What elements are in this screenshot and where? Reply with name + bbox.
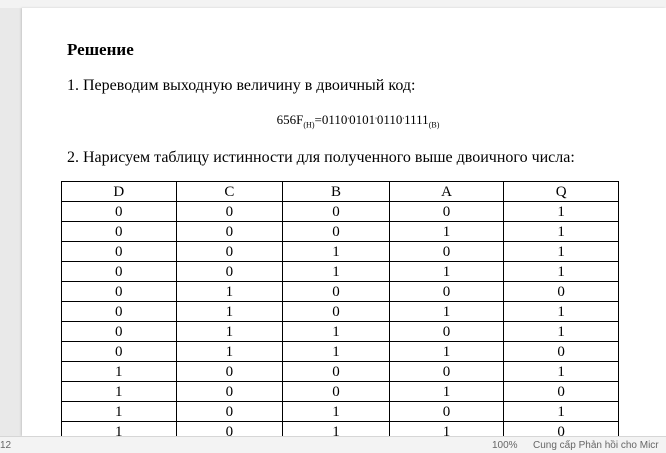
table-cell: 0 <box>176 202 283 222</box>
table-cell: 1 <box>504 302 619 322</box>
table-cell: 0 <box>389 242 504 262</box>
separator-mark: , <box>375 112 377 121</box>
separator-mark: , <box>402 112 405 121</box>
table-row <box>62 262 619 282</box>
feedback-link[interactable]: Cung cấp Phản hồi cho Micr <box>533 440 659 451</box>
column-header-c: C <box>176 182 283 202</box>
table-cell: 0 <box>62 222 177 242</box>
table-cell: 1 <box>504 322 619 342</box>
table-cell: 1 <box>176 302 283 322</box>
table-cell: 0 <box>176 242 283 262</box>
table-cell: 0 <box>283 202 390 222</box>
table-cell: 1 <box>283 342 390 362</box>
zoom-level[interactable]: 100% <box>492 440 518 451</box>
table-cell: 1 <box>176 282 283 302</box>
separator-mark: , <box>347 112 350 121</box>
binary-group-1: =0110 <box>314 112 348 127</box>
table-cell: 1 <box>283 402 390 422</box>
table-row <box>62 322 619 342</box>
table-cell: 0 <box>389 322 504 342</box>
table-header-row <box>62 182 619 202</box>
table-cell: 1 <box>62 402 177 422</box>
table-cell: 0 <box>176 222 283 242</box>
table-cell: 0 <box>504 382 619 402</box>
step-two-text: 2. Нарисуем таблицу истинности для полученного выше двоичного числа: <box>67 149 575 166</box>
table-cell: 0 <box>504 282 619 302</box>
table-row <box>62 402 619 422</box>
table-cell: 0 <box>176 422 283 437</box>
table-cell: 1 <box>283 262 390 282</box>
table-cell: 1 <box>389 342 504 362</box>
binary-group-3: 0110 <box>376 112 403 127</box>
table-cell: 0 <box>389 202 504 222</box>
table-cell: 0 <box>62 262 177 282</box>
binary-group-4: 1111 <box>404 112 429 127</box>
table-cell: 1 <box>283 422 390 437</box>
table-cell: 1 <box>389 222 504 242</box>
hex-subscript: (H) <box>303 120 315 130</box>
table-cell: 0 <box>62 202 177 222</box>
truth-table <box>61 181 619 436</box>
table-cell: 1 <box>504 362 619 382</box>
table-cell: 1 <box>389 262 504 282</box>
table-cell: 0 <box>176 402 283 422</box>
window-top-strip <box>0 0 666 8</box>
table-cell: 0 <box>62 242 177 262</box>
section-heading: Решение <box>67 40 134 59</box>
table-row <box>62 242 619 262</box>
column-header-a: A <box>389 182 504 202</box>
table-cell: 1 <box>62 362 177 382</box>
table-row <box>62 422 619 437</box>
page-indicator[interactable]: 12 <box>0 440 12 451</box>
table-cell: 1 <box>389 382 504 402</box>
column-header-b: B <box>283 182 390 202</box>
table-cell: 0 <box>389 282 504 302</box>
table-cell: 0 <box>389 402 504 422</box>
table-row <box>62 222 619 242</box>
table-row <box>62 342 619 362</box>
table-cell: 0 <box>283 222 390 242</box>
conversion-formula <box>22 112 666 130</box>
table-cell: 0 <box>176 362 283 382</box>
document-page[interactable] <box>22 8 666 436</box>
table-cell: 1 <box>504 262 619 282</box>
column-header-q: Q <box>504 182 619 202</box>
table-cell: 0 <box>176 382 283 402</box>
table-cell: 1 <box>389 422 504 437</box>
table-cell: 1 <box>504 222 619 242</box>
table-cell: 0 <box>504 342 619 362</box>
table-cell: 1 <box>176 342 283 362</box>
table-cell: 1 <box>504 202 619 222</box>
table-cell: 1 <box>62 422 177 437</box>
table-row <box>62 302 619 322</box>
binary-subscript: (B) <box>428 120 440 130</box>
table-cell: 1 <box>504 242 619 262</box>
table-cell: 1 <box>176 322 283 342</box>
binary-group-2: 0101 <box>349 112 376 127</box>
table-cell: 1 <box>62 382 177 402</box>
hex-value: 656F <box>276 112 304 127</box>
status-bar <box>0 436 666 453</box>
table-row <box>62 362 619 382</box>
table-row <box>62 282 619 302</box>
table-cell: 0 <box>389 362 504 382</box>
table-cell: 1 <box>389 302 504 322</box>
table-cell: 1 <box>504 402 619 422</box>
table-cell: 0 <box>62 302 177 322</box>
table-cell: 0 <box>283 362 390 382</box>
table-row <box>62 382 619 402</box>
table-cell: 0 <box>283 382 390 402</box>
column-header-d: D <box>62 182 177 202</box>
step-one-text: 1. Переводим выходную величину в двоичный код: <box>67 77 416 94</box>
table-cell: 0 <box>283 282 390 302</box>
truth-table-body <box>62 202 619 437</box>
table-cell: 0 <box>62 322 177 342</box>
table-cell: 0 <box>62 282 177 302</box>
table-row <box>62 202 619 222</box>
table-cell: 0 <box>283 302 390 322</box>
table-cell: 0 <box>176 262 283 282</box>
table-cell: 1 <box>283 242 390 262</box>
table-cell: 1 <box>283 322 390 342</box>
table-cell: 0 <box>504 422 619 437</box>
table-cell: 0 <box>62 342 177 362</box>
